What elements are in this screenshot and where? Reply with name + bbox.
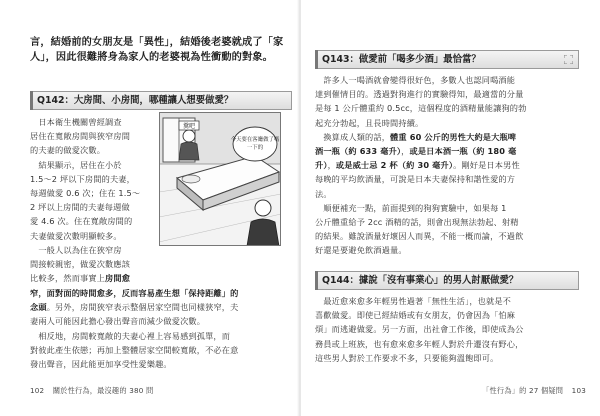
corner-ornament-icon	[564, 55, 573, 64]
text-line: 愛 4.6 次。住在寬敞房間的	[30, 216, 133, 227]
text-line: 發出聲音，因此能更加享受性愛樂趣。	[30, 359, 172, 370]
intro-emph: 異性	[143, 37, 165, 48]
heading-bar-icon	[315, 50, 323, 69]
text-fragment: ，	[401, 146, 410, 157]
text-line: 結果顯示，居住在小於	[30, 159, 122, 170]
emphasis-text: 體重 60 公斤的男性大約是大瓶啤	[390, 131, 517, 142]
text-line: 最近愈來愈多年輕男性過著「無性生活」，也就是不	[315, 296, 512, 306]
q142-heading	[30, 91, 292, 110]
emphasis-line: 窄，面對面的時間愈多，反而容易產生想「保持距離」的	[30, 288, 239, 298]
q143-title: Q143：做愛前「喝多少酒」最恰當？	[322, 54, 481, 65]
text-line: 務員或上班族，也有愈來愈多年輕人對於升遷沒有野心，	[315, 338, 524, 349]
left-footer	[30, 386, 153, 396]
heading-bar-icon	[30, 91, 38, 110]
text-line: 日本衛生機關曾經調查	[30, 117, 122, 127]
emphasis-text: 念頭	[30, 302, 47, 313]
footer-title: 「性行為」的 27 個疑問	[482, 386, 564, 395]
text-line: 妻兩人可能因此擔心發出聲音而減少做愛次數。	[30, 316, 206, 327]
text-line: 這些男人對於工作要求不多，只要能夠溫飽即可。	[315, 352, 499, 363]
sign-text: 糞吧	[182, 123, 196, 130]
text-line	[315, 144, 583, 158]
text-line: 每週做愛 0.6 次；住在 1.5～	[30, 188, 141, 199]
text-fragment: 。另外，房間狹窄表示整個居家空間也同樣狹窄，夫	[46, 302, 239, 313]
q143-heading	[315, 50, 579, 69]
text-line: 對彼此產生依戀；再加上整體居家空間較寬敞，不必在意	[30, 344, 239, 355]
heading-bar-icon	[315, 271, 323, 290]
text-line: 喜歡做愛。即使已經結婚或有女朋友，仍會因為「怕麻	[315, 310, 516, 321]
q142-body-narrow	[30, 115, 160, 285]
emphasis-text: 升）	[315, 160, 328, 171]
text-line: 間接較親密，做愛次數應該	[30, 259, 131, 270]
footer-title: 關於性行為，最沒趣的 380 問	[52, 386, 154, 395]
q142-title: Q142：大房間、小房間，哪種讓人想要做愛？	[37, 95, 234, 106]
q143-body	[315, 73, 583, 258]
q144-body	[315, 294, 583, 365]
text-line	[315, 130, 583, 144]
text-line: 居住在寬敞房間與狹窄房間	[30, 131, 131, 142]
text-line	[30, 271, 160, 285]
text-fragment: 換算成人類的話，	[315, 131, 391, 142]
emphasis-text: 房間愈	[105, 273, 131, 284]
q144-title: Q144：據說「沒有事業心」的男人討厭做愛？	[322, 275, 519, 286]
emphasis-text: 酒一瓶（約 633 毫升）	[315, 146, 402, 157]
text-line: 起充分勃起，且長時間持續。	[315, 117, 424, 128]
text-line: 法。	[315, 188, 332, 199]
left-page	[0, 0, 299, 416]
emphasis-text: 或是威士忌 2 杯（約 30 毫升）	[335, 160, 454, 171]
text-line: 一般人以為住在狹窄房	[30, 244, 122, 255]
text-line: 的夫妻的做愛次數。	[30, 145, 106, 156]
text-line	[30, 300, 294, 314]
intro-paragraph	[30, 35, 292, 65]
page-number: 102	[30, 386, 45, 395]
text-line: 相反地，房間較寬敞的夫妻心裡上容易感到孤單，而	[30, 330, 231, 341]
text-line: 是每 1 公斤體重約 0.5cc，這個程度的酒精量能讓狗的勃	[315, 103, 527, 114]
text-line: 許多人一喝酒就會變得很好色，多數人也認同喝酒能	[315, 75, 516, 85]
intro-text: 言，結婚前的女朋友是「	[30, 37, 144, 48]
text-line: 2 坪以上房間的夫妻每週做	[30, 202, 130, 213]
text-line: 每晚的平均飲酒量，可說是日本夫妻保持和諧性愛的方	[315, 174, 516, 185]
intro-text: 」，結婚後老婆就成了「	[164, 37, 274, 48]
text-line	[315, 158, 583, 172]
emphasis-text: 或是日本酒一瓶（約 180 毫	[409, 146, 517, 157]
intro-emph: 人	[30, 52, 41, 63]
text-line: 煩」而逃避做愛。另一方面，出社會工作後，即使成為公	[315, 324, 524, 335]
q142-body-full	[30, 286, 294, 371]
bedroom-illustration	[159, 112, 281, 246]
page-number: 103	[571, 386, 586, 395]
text-line: 好還是要避免飲酒過量。	[315, 245, 407, 256]
text-line: 的結果。雖說酒量好壞因人而異，不能一概而論，不過飲	[315, 231, 524, 242]
text-line: 公斤體重給予 2cc 酒精的話，則會出現無法勃起、射精	[315, 217, 519, 228]
text-line: 1.5～2 坪以下房間的夫妻，	[30, 173, 135, 184]
intro-text: 」，因此很難將身為家人的老婆視為性衝動的對象。	[40, 52, 274, 63]
bubble-text-b: 一下的	[246, 145, 264, 151]
right-footer	[482, 386, 586, 396]
text-fragment: 比較多，然而事實上	[30, 273, 106, 284]
text-line: 夫妻做愛次數明顯較多。	[30, 230, 122, 241]
bubble-text: 今天要在客廳做了嗎	[230, 137, 280, 143]
text-line: 達到催情目的。透過對狗進行的實驗得知，最適當的分量	[315, 89, 524, 100]
text-fragment: 。剛好是日本男性	[453, 160, 520, 171]
right-page	[301, 0, 600, 416]
intro-emph: 家	[273, 37, 284, 48]
text-fragment: ，	[327, 160, 336, 171]
text-line: 順便補充一點，前面提到的狗狗實驗中，如果每 1	[315, 202, 507, 213]
q144-heading	[315, 271, 579, 290]
